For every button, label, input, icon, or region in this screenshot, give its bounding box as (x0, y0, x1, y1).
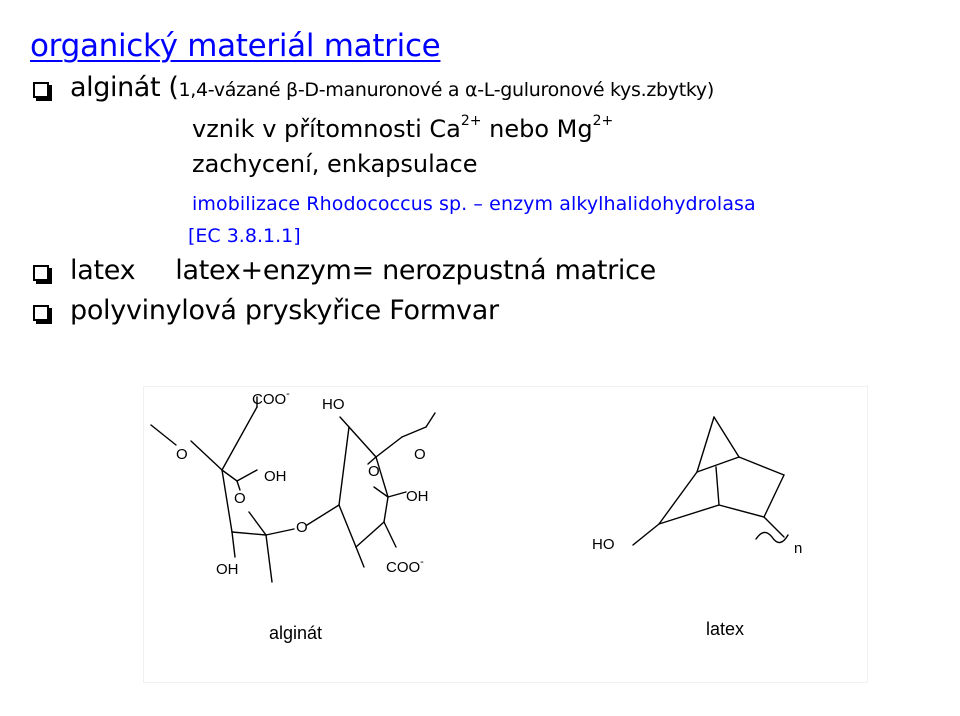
slide-title: organický materiál matrice (30, 28, 441, 64)
bond (739, 457, 784, 475)
latex-line (70, 255, 656, 286)
ec-number: [EC 3.8.1.1] (188, 225, 301, 247)
mg-charge: 2+ (592, 113, 614, 129)
bond (151, 425, 176, 445)
alginate-label: alginát ( (70, 72, 179, 103)
bond (266, 529, 294, 535)
bond (232, 532, 235, 557)
label-o-ring2: O (368, 463, 380, 480)
bond (388, 492, 406, 497)
ca-charge: 2+ (460, 113, 482, 129)
label-coo-top: COO- (252, 388, 290, 408)
bond (764, 475, 784, 517)
formation-line (192, 113, 613, 143)
bond (222, 470, 232, 532)
bond (356, 522, 384, 547)
uses-line: zachycení, enkapsulace (192, 150, 478, 178)
label-oh-bottom: OH (216, 561, 239, 578)
label-o-bridge: O (296, 519, 308, 536)
label-coo-bottom: COO- (386, 556, 424, 576)
bond (232, 532, 266, 535)
bond (714, 417, 739, 457)
latex-caption: latex (706, 619, 745, 639)
bond (764, 517, 784, 537)
label-ho-top: HO (322, 396, 345, 413)
resin-line: polyvinylová pryskyřice Formvar (70, 295, 499, 326)
checkbox-bullet-icon (33, 305, 49, 321)
alginate-detail-a: 1,4-vázané (178, 79, 286, 101)
bond (719, 505, 764, 517)
immobilization-line: imobilizace Rhodococcus sp. – enzym alkylhalidohydrolasa (192, 193, 756, 215)
bond (384, 497, 388, 522)
bond (237, 470, 257, 481)
checkbox-bullet-icon (33, 82, 49, 98)
bond (191, 441, 222, 470)
bond (659, 505, 719, 524)
formation-prefix: vznik v přítomnosti Ca (192, 115, 461, 143)
alginate-caption: alginát (269, 623, 323, 643)
label-latex-ho: HO (592, 536, 615, 553)
bond (697, 417, 714, 472)
bond (307, 505, 339, 525)
checkbox-bullet-icon (33, 265, 49, 281)
bond (249, 512, 266, 535)
alginate-detail-b: -D-manuronové a (297, 79, 465, 101)
beta-symbol: β (286, 79, 298, 101)
bond (716, 467, 719, 505)
bond (237, 481, 240, 490)
repeat-bracket (756, 532, 788, 542)
formation-mid: nebo Mg (481, 115, 593, 143)
bond (402, 427, 426, 437)
bond (340, 417, 349, 427)
label-oh-2: OH (406, 488, 429, 505)
latex-description: latex+enzym= nerozpustná matrice (175, 255, 656, 286)
latex-label: latex (70, 255, 136, 286)
bond (633, 524, 659, 545)
bond (349, 427, 376, 457)
alpha-symbol: α (464, 79, 478, 101)
bond (222, 407, 257, 470)
label-o-right-top: O (414, 446, 426, 463)
bond (339, 427, 349, 505)
structure-figure (143, 386, 868, 683)
bond (356, 547, 364, 567)
bond (266, 535, 272, 582)
alginate-line (70, 72, 714, 103)
bond (376, 437, 402, 457)
alginate-detail-c: -L-guluronové kys.zbytky) (477, 79, 714, 101)
label-latex-n: n (794, 540, 803, 557)
bond (697, 457, 739, 472)
bond (222, 470, 237, 481)
label-o-ring1: O (234, 490, 246, 507)
bond (384, 522, 396, 547)
bond (426, 413, 435, 427)
bond (339, 505, 356, 547)
label-o-left: O (176, 446, 188, 463)
bond (659, 472, 697, 524)
structure-drawing (144, 387, 867, 682)
label-oh-1: OH (264, 468, 287, 485)
